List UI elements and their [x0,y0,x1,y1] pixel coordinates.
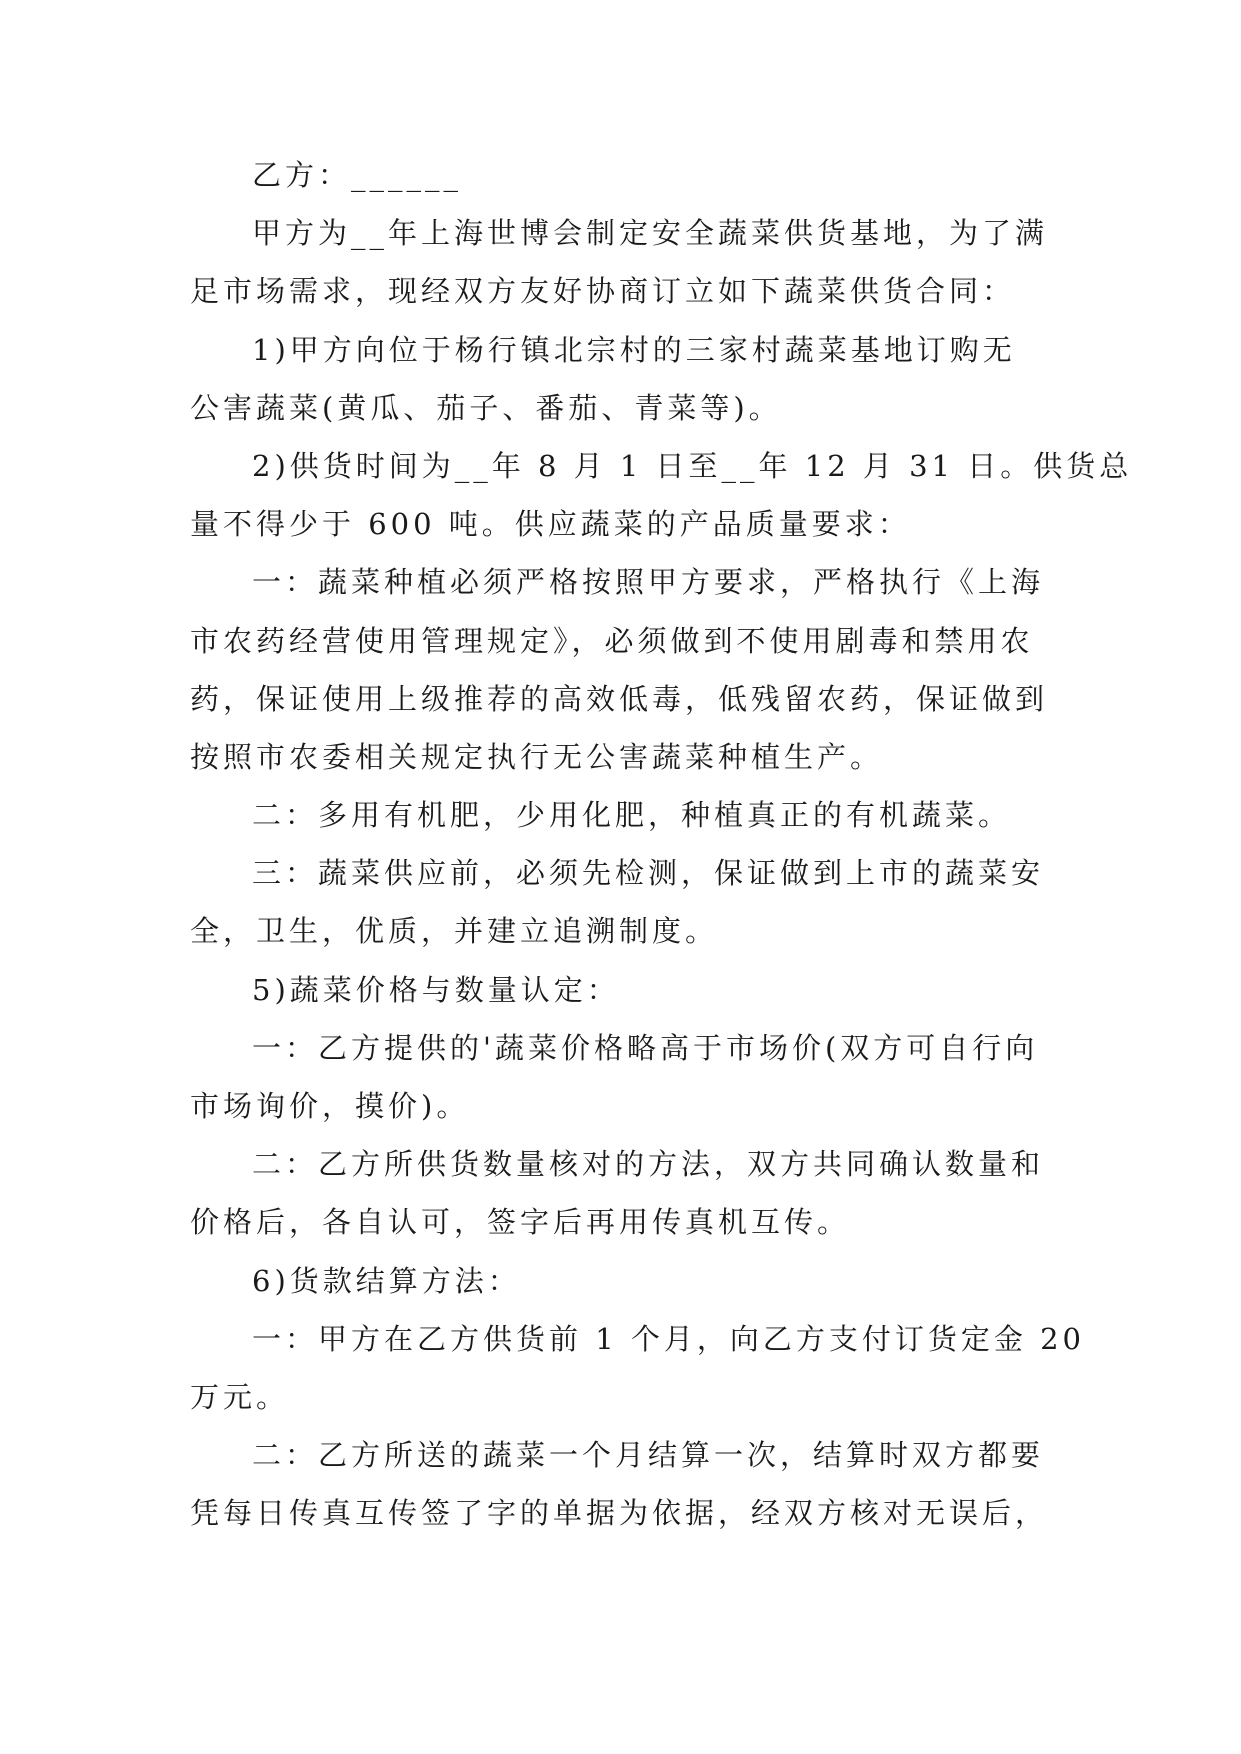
payment-item-2-line: 二：乙方所送的蔬菜一个月结算一次，结算时双方都要 [252,1438,1045,1473]
paragraph-line: 凭每日传真互传签了字的单据为依据，经双方核对无误后， [190,1496,1049,1531]
paragraph-line: 市场询价，摸价)。 [190,1089,470,1123]
payment-item-1-line: 一：甲方在乙方供货前 1 个月，向乙方支付订货定金 20 [252,1321,1086,1356]
contract-body [190,158,1133,1557]
quality-item-2-line: 二：多用有机肥，少用化肥，种植真正的有机蔬菜。 [252,798,1012,833]
quality-item-3-line: 三：蔬菜供应前，必须先检测，保证做到上市的蔬菜安 [252,856,1045,891]
party-b-line: 乙方：______ [252,158,463,192]
paragraph-line: 全，卫生，优质，并建立追溯制度。 [190,914,719,949]
paragraph-line: 药，保证使用上级推荐的高效低毒，低残留农药，保证做到 [190,681,1049,716]
paragraph-line: 万元。 [190,1379,290,1414]
paragraph-line: 公害蔬菜(黄瓜、茄子、番茄、青菜等)。 [190,390,782,425]
clause-6-line: 6)货款结算方法： [252,1263,521,1298]
paragraph-line: 量不得少于 600 吨。供应蔬菜的产品质量要求： [190,507,911,542]
quality-item-1-line: 一：蔬菜种植必须严格按照甲方要求，严格执行《上海 [252,565,1045,600]
paragraph-line: 按照市农委相关规定执行无公害蔬菜种植生产。 [190,739,884,774]
price-item-1-line: 一：乙方提供的'蔬菜价格略高于市场价(双方可自行向 [252,1030,1039,1065]
clause-1-line: 1)甲方向位于杨行镇北宗村的三家村蔬菜基地订购无 [252,332,1016,367]
clause-2-line: 2)供货时间为__年 8 月 1 日至__年 12 月 31 日。供货总 [252,448,1133,483]
paragraph-line: 足市场需求，现经双方友好协商订立如下蔬菜供货合同： [190,274,1016,309]
paragraph-line: 市农药经营使用管理规定》，必须做到不使用剧毒和禁用农 [190,623,1034,658]
paragraph-line: 甲方为__年上海世博会制定安全蔬菜供货基地，为了满 [252,216,1049,251]
price-item-2-line: 二：乙方所供货数量核对的方法，双方共同确认数量和 [252,1147,1045,1182]
clause-5-line: 5)蔬菜价格与数量认定： [252,972,620,1007]
paragraph-line: 价格后，各自认可，签字后再用传真机互传。 [190,1205,851,1240]
